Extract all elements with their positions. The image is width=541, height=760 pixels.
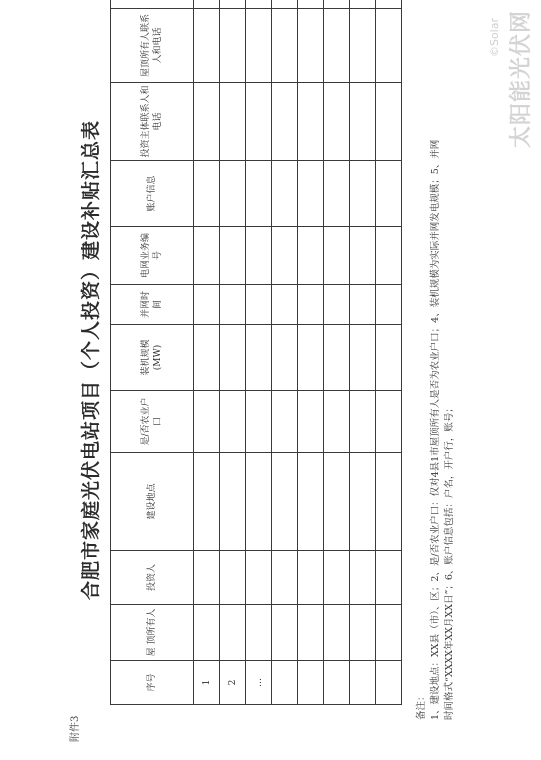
table-cell <box>350 605 376 661</box>
table-cell <box>324 605 350 661</box>
table-cell <box>376 161 402 227</box>
notes-label: 备注： <box>416 691 427 720</box>
notes-line-1: 1、建设地点：XX县（市）、区；2、是/否农业户口：仅对4县1市屋顶所有人是否为农业户口；4、装机规模为实际并网发电规模；5、并网 <box>430 139 441 720</box>
header-cell: 屋顶所有人联系人和电话 <box>111 9 194 83</box>
table-cell <box>350 325 376 391</box>
table-cell <box>272 605 298 661</box>
table-cell <box>272 661 298 705</box>
header-cell: 屋 顶所有人 <box>111 605 194 661</box>
table-cell <box>298 605 324 661</box>
table-cell <box>246 227 272 285</box>
table-cell <box>272 0 298 9</box>
table-cell <box>350 551 376 605</box>
table-cell: 2 <box>220 661 246 705</box>
table-cell <box>350 285 376 325</box>
table-cell <box>376 661 402 705</box>
table-cell <box>324 161 350 227</box>
header-cell: 投资人 <box>111 551 194 605</box>
table-cell: 1 <box>194 661 220 705</box>
table-cell <box>376 551 402 605</box>
table-body <box>194 0 402 705</box>
table-cell <box>220 161 246 227</box>
table-cell <box>194 325 220 391</box>
table-cell <box>272 325 298 391</box>
table-cell <box>324 453 350 551</box>
table-cell <box>194 9 220 83</box>
table-cell <box>220 325 246 391</box>
table-cell <box>350 83 376 161</box>
table-cell <box>324 551 350 605</box>
table-cell <box>324 0 350 9</box>
table-cell <box>350 453 376 551</box>
table-cell <box>376 83 402 161</box>
table-cell <box>220 227 246 285</box>
header-cell: 投资主体联系人和电话 <box>111 83 194 161</box>
table-cell <box>298 325 324 391</box>
table-cell <box>246 0 272 9</box>
table-cell <box>298 551 324 605</box>
header-cell: 是/否农业户口 <box>111 391 194 453</box>
table-row <box>220 0 246 705</box>
header-cell: 并网时间 <box>111 285 194 325</box>
table-cell <box>324 391 350 453</box>
table-cell <box>272 391 298 453</box>
header-cell: 账户信息 <box>111 161 194 227</box>
table-cell <box>350 661 376 705</box>
table-cell <box>376 605 402 661</box>
table-row <box>350 0 376 705</box>
table-cell <box>272 83 298 161</box>
table-cell <box>376 453 402 551</box>
table-cell <box>298 161 324 227</box>
table-cell <box>246 391 272 453</box>
table-cell <box>298 285 324 325</box>
table-cell <box>220 0 246 9</box>
table-row <box>194 0 220 705</box>
table-cell <box>298 661 324 705</box>
table-cell <box>376 285 402 325</box>
table-cell <box>272 453 298 551</box>
table-cell <box>194 227 220 285</box>
table-cell <box>376 391 402 453</box>
table-cell <box>376 9 402 83</box>
table-cell <box>246 605 272 661</box>
table-cell <box>350 227 376 285</box>
table-cell <box>376 227 402 285</box>
header-cell: 建设地点 <box>111 453 194 551</box>
table-cell <box>220 453 246 551</box>
watermark-text: 太阳能光伏网 <box>509 10 534 149</box>
table-cell <box>298 391 324 453</box>
table-cell <box>272 285 298 325</box>
table-row <box>298 0 324 705</box>
table-cell <box>246 161 272 227</box>
table-cell <box>272 9 298 83</box>
table-cell <box>220 83 246 161</box>
table-cell <box>376 325 402 391</box>
table-cell <box>246 325 272 391</box>
table-cell <box>298 227 324 285</box>
table-cell <box>324 9 350 83</box>
table-cell <box>194 551 220 605</box>
table-header-row <box>111 0 194 705</box>
watermark-logo: ©Solar <box>488 18 501 58</box>
table-cell <box>272 227 298 285</box>
table-cell <box>246 551 272 605</box>
table-cell <box>350 161 376 227</box>
table-cell <box>324 227 350 285</box>
table-cell <box>298 9 324 83</box>
table-cell <box>246 285 272 325</box>
table-cell <box>220 391 246 453</box>
header-cell <box>111 0 194 9</box>
table-cell <box>376 0 402 9</box>
table-cell <box>324 325 350 391</box>
table-cell <box>350 0 376 9</box>
table-cell <box>246 83 272 161</box>
table-cell <box>272 161 298 227</box>
header-cell: 电网业务编号 <box>111 227 194 285</box>
table-cell <box>272 551 298 605</box>
table-cell <box>324 83 350 161</box>
table-cell <box>194 83 220 161</box>
table-cell <box>220 9 246 83</box>
table-cell <box>350 9 376 83</box>
table-cell <box>298 453 324 551</box>
table-cell <box>194 391 220 453</box>
header-cell: 装机规模(MW) <box>111 325 194 391</box>
table-cell <box>194 0 220 9</box>
table-cell <box>246 9 272 83</box>
table-row <box>272 0 298 705</box>
table-cell <box>220 605 246 661</box>
notes <box>415 30 457 720</box>
table-cell: … <box>246 661 272 705</box>
table-cell <box>194 605 220 661</box>
table-cell <box>298 0 324 9</box>
table-cell <box>220 285 246 325</box>
subsidy-summary-table <box>110 0 402 705</box>
table-cell <box>324 661 350 705</box>
table-cell <box>194 453 220 551</box>
table-cell <box>194 285 220 325</box>
table-cell <box>220 551 246 605</box>
header-cell: 序号 <box>111 661 194 705</box>
table-cell <box>194 161 220 227</box>
table-cell <box>298 83 324 161</box>
notes-line-2: 时间格式“XXXX年XX月XX日”；6、账户信息包括：户名，开户行，账号； <box>444 403 455 720</box>
appendix-label: 附件3 <box>70 715 81 742</box>
table-cell <box>350 391 376 453</box>
table-cell <box>246 453 272 551</box>
table-row <box>376 0 402 705</box>
table-row <box>246 0 272 705</box>
document-title: 合肥市家庭光伏电站项目（个人投资）建设补贴汇总表 <box>80 120 102 601</box>
table-row <box>324 0 350 705</box>
table-cell <box>324 285 350 325</box>
